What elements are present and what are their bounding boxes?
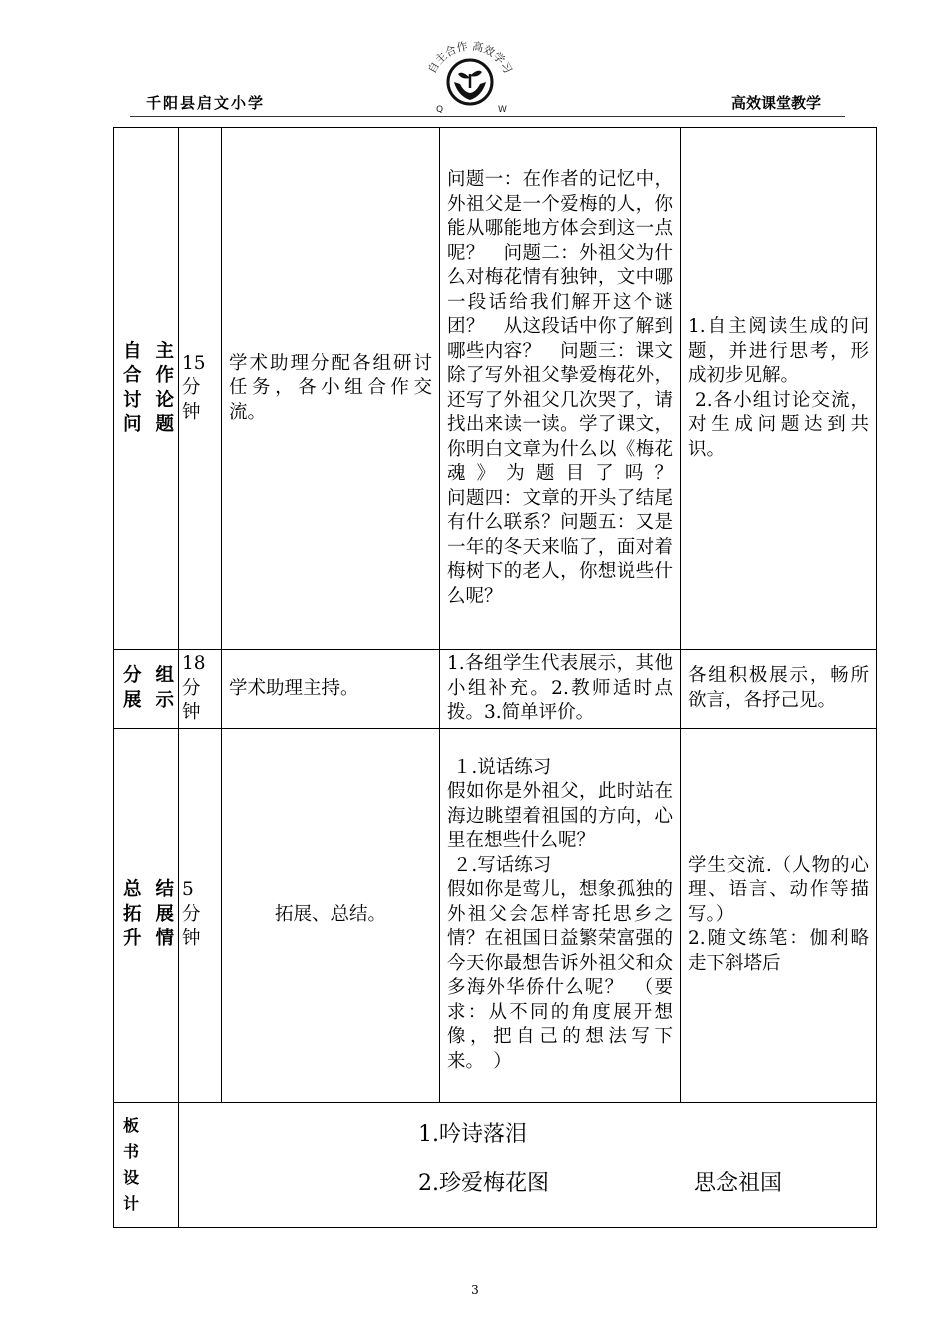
- lesson-plan-table: [113, 127, 877, 1228]
- exercise-text: 假如你是外祖父，此时站在海边眺望着祖国的方向，心里在想些什么呢？: [447, 781, 673, 852]
- stage-cell: 总结 拓展 升情: [114, 728, 179, 1102]
- logo-arc-text: 自主合作 高效学习: [425, 39, 515, 76]
- page-header: [110, 30, 845, 120]
- student-activity-line: 2.随文练笔：伽利略走下斜塔后: [688, 928, 869, 974]
- exercise-heading: １.说话练习: [447, 756, 552, 778]
- student-activity-line: 学生交流.（人物的心理、语言、动作等描写。）: [688, 854, 869, 925]
- content-cell: 1.各组学生代表展示，其他小组补充。2.教师适时点拨。3.简单评价。: [440, 650, 681, 729]
- stage-cell: 自主 合作 讨论 问题: [114, 128, 179, 650]
- board-line-2-right: 思念祖国: [694, 1170, 783, 1196]
- board-design-cell: [179, 1102, 877, 1227]
- stage-cell: 分组 展示: [114, 650, 179, 729]
- table-row: [114, 728, 877, 1102]
- page-number: 3: [471, 1283, 479, 1297]
- teacher-activity-cell: 学术助理分配各组研讨任务，各小组合作交流。: [222, 128, 440, 650]
- student-activity-cell: [681, 650, 877, 729]
- table-row: [114, 128, 877, 650]
- header-tagline: 高效课堂教学: [730, 94, 821, 112]
- school-name: 千阳县启文小学: [146, 94, 266, 112]
- hands-sprout-logo-icon: [410, 30, 530, 114]
- student-activity-line: 1.自主阅读生成的问题，并进行思考，形成初步见解。: [688, 316, 869, 386]
- time-cell: 18 分钟: [179, 650, 222, 729]
- table-row: [114, 650, 877, 729]
- student-activity-cell: [681, 728, 877, 1102]
- teacher-activity-cell: 学术助理主持。: [222, 650, 440, 729]
- time-cell: 5 分钟: [179, 728, 222, 1102]
- board-line-1: 1.吟诗落泪: [418, 1121, 527, 1147]
- content-cell: 问题一：在作者的记忆中，外祖父是一个爱梅的人，你能从哪能地方体会到这一点呢？ 问题二：外祖父为什么对梅花情有独钟，文中哪一段话给我们解开这个谜团？ 从这段话中你了解到哪些内容？ 问题三：课文除了写外祖父挚爱梅花外，还写了外祖父几次哭了，请找出来读一读。学了课文，你明白文章为什么以《梅花魂》为题目了吗？ 问题四：文章的开头了结尾有什么联系？问题五：又是一年的冬天来临了，面对着梅树下的老人，你想说些什么呢？: [440, 128, 681, 650]
- exercise-heading: ２.写话练习: [447, 854, 552, 876]
- student-activity-line: 2.各小组讨论交流，对生成问题达到共识。: [688, 389, 869, 460]
- board-label-cell: 板 书 设 计: [114, 1102, 179, 1227]
- exercise-text: 假如你是莺儿，想象孤独的外祖父会怎样寄托思乡之情？在祖国日益繁荣富强的今天你最想告诉外祖父和众多海外华侨什么呢？ （要求：从不同的角度展开想像，把自己的想法写下来。 ）: [447, 879, 673, 1072]
- teacher-activity-cell: 拓展、总结。: [222, 728, 440, 1102]
- logo-letter-q: Q: [436, 105, 444, 114]
- content-cell: [440, 728, 681, 1102]
- logo-letter-w: W: [498, 105, 507, 114]
- student-activity-cell: [681, 128, 877, 650]
- header-rule: [130, 116, 845, 117]
- board-line-2: 2.珍爱梅花图: [418, 1170, 549, 1196]
- board-design-row: [114, 1102, 877, 1227]
- time-cell: 15 分钟: [179, 128, 222, 650]
- student-activity-line: 各组积极展示，畅所欲言，各抒己见。: [688, 665, 869, 711]
